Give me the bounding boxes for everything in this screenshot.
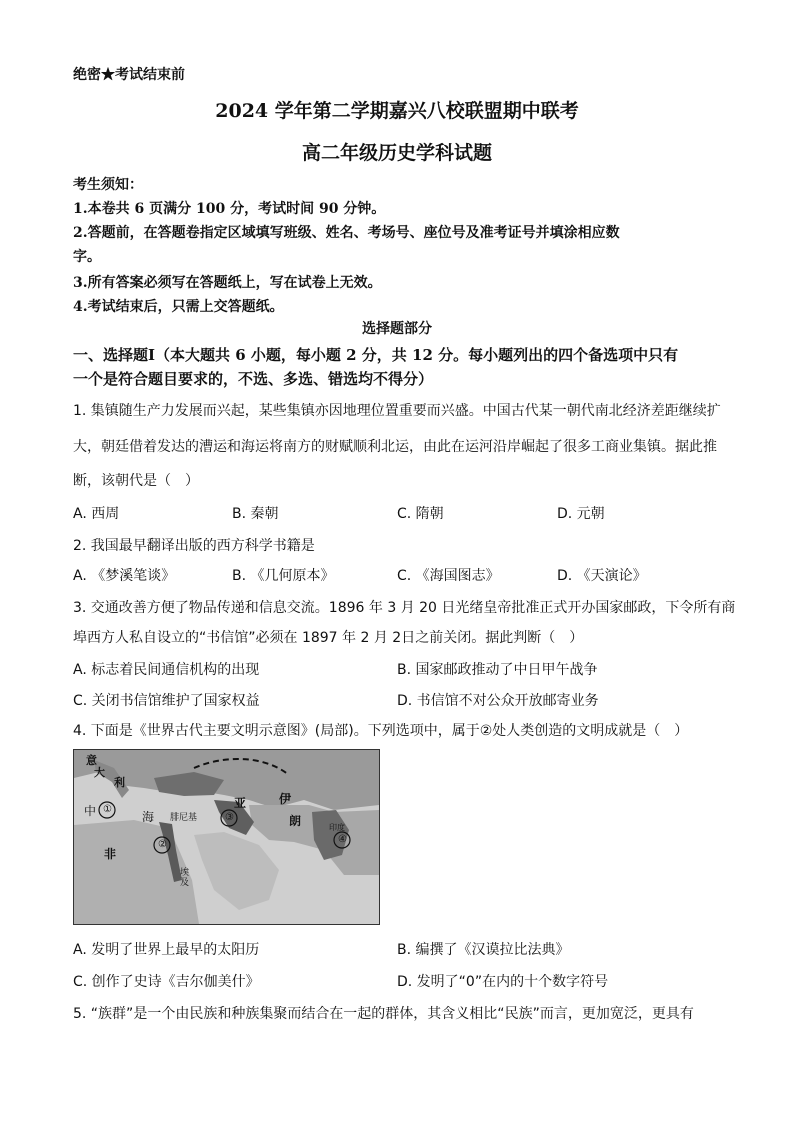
question-3-option-a[interactable]: A. 标志着民间通信机构的出现: [73, 662, 260, 678]
map-label: 大: [94, 766, 105, 779]
map-label: 亚: [234, 796, 247, 810]
question-1-text: 1. 集镇随生产力发展而兴起，某些集镇亦因地理位置重要而兴盛。中国古代某一朝代南北经济差距继续扩: [73, 403, 721, 419]
notice-item: 2.答题前，在答题卷指定区域填写班级、姓名、考场号、座位号及准考证号并填涂相应数: [73, 225, 620, 241]
map-marker-4: ④: [338, 834, 347, 845]
map-label: 印度: [329, 823, 345, 832]
question-1-text: 断，该朝代是（ ）: [73, 473, 199, 489]
question-3-option-d[interactable]: D. 书信馆不对公众开放邮寄业务: [397, 693, 599, 709]
map-label: 利: [114, 776, 125, 789]
question-3-text: 埠西方人私自设立的“书信馆”必须在 1897 年 2 月 2日之前关闭。据此判断（ ）: [73, 630, 584, 646]
question-3-text: 3. 交通改善方便了物品传递和信息交流。1896 年 3 月 20 日光绪皇帝批准正式开办国家邮政，下令所有商: [73, 600, 736, 616]
question-1-option-b[interactable]: B. 秦朝: [232, 506, 279, 522]
map-marker-1: ①: [103, 804, 112, 815]
question-1-text: 大，朝廷借着发达的漕运和海运将南方的财赋顺利北运，由此在运河沿岸崛起了很多工商业集镇。据此推: [73, 439, 717, 455]
notice-item: 1.本卷共 6 页满分 100 分，考试时间 90 分钟。: [73, 201, 386, 217]
question-4-option-d[interactable]: D. 发明了“0”在内的十个数字符号: [397, 974, 609, 990]
map-label: 埃及: [180, 868, 190, 888]
question-1-option-c[interactable]: C. 隋朝: [397, 506, 444, 522]
question-4-option-c[interactable]: C. 创作了史诗《吉尔伽美什》: [73, 974, 260, 990]
question-3-option-b[interactable]: B. 国家邮政推动了中日甲午战争: [397, 662, 598, 678]
question-1-option-d[interactable]: D. 元朝: [557, 506, 605, 522]
ancient-civilizations-map: [73, 749, 380, 925]
question-2-text: 2. 我国最早翻译出版的西方科学书籍是: [73, 538, 315, 554]
question-4-option-a[interactable]: A. 发明了世界上最早的太阳历: [73, 942, 260, 958]
exam-title: 2024 学年第二学期嘉兴八校联盟期中联考: [215, 100, 579, 122]
map-marker-3: ③: [225, 812, 234, 823]
map-marker-2: ②: [158, 839, 167, 850]
map-label: 腓尼基: [170, 813, 198, 823]
secret-label: 绝密★考试结束前: [73, 67, 185, 83]
question-4-option-b[interactable]: B. 编撰了《汉谟拉比法典》: [397, 942, 570, 958]
question-1-option-a[interactable]: A. 西周: [73, 506, 120, 522]
part-heading: 一、选择题Ⅰ（本大题共 6 小题，每小题 2 分，共 12 分。每小题列出的四个备选项中只有: [73, 346, 679, 364]
question-2-option-d[interactable]: D. 《天演论》: [557, 568, 647, 584]
question-4-text: 4. 下面是《世界古代主要文明示意图》(局部)。下列选项中，属于②处人类创造的文明成就是（ ）: [73, 723, 689, 739]
notice-item: 3.所有答案必须写在答题纸上，写在试卷上无效。: [73, 275, 382, 291]
map-label: 非: [104, 847, 117, 861]
map-label: 朗: [289, 814, 302, 828]
question-3-option-c[interactable]: C. 关闭书信馆维护了国家权益: [73, 693, 260, 709]
question-2-option-a[interactable]: A. 《梦溪笔谈》: [73, 568, 176, 584]
map-label: 中: [84, 804, 97, 818]
notice-heading: 考生须知：: [73, 177, 143, 193]
part-heading: 一个是符合题目要求的，不选、多选、错选均不得分）: [73, 370, 434, 388]
notice-item: 4.考试结束后，只需上交答题纸。: [73, 299, 284, 315]
map-label: 意: [86, 754, 97, 767]
map-label: 伊: [279, 792, 292, 806]
map-label: 海: [142, 810, 155, 824]
question-2-option-c[interactable]: C. 《海国图志》: [397, 568, 500, 584]
question-2-option-b[interactable]: B. 《几何原本》: [232, 568, 335, 584]
section-title: 选择题部分: [362, 321, 432, 337]
question-5-text: 5. “族群”是一个由民族和种族集聚而结合在一起的群体，其含义相比“民族”而言，更加宽泛，更具有: [73, 1006, 694, 1022]
notice-item: 字。: [73, 249, 101, 265]
exam-subtitle: 高二年级历史学科试题: [301, 142, 492, 164]
